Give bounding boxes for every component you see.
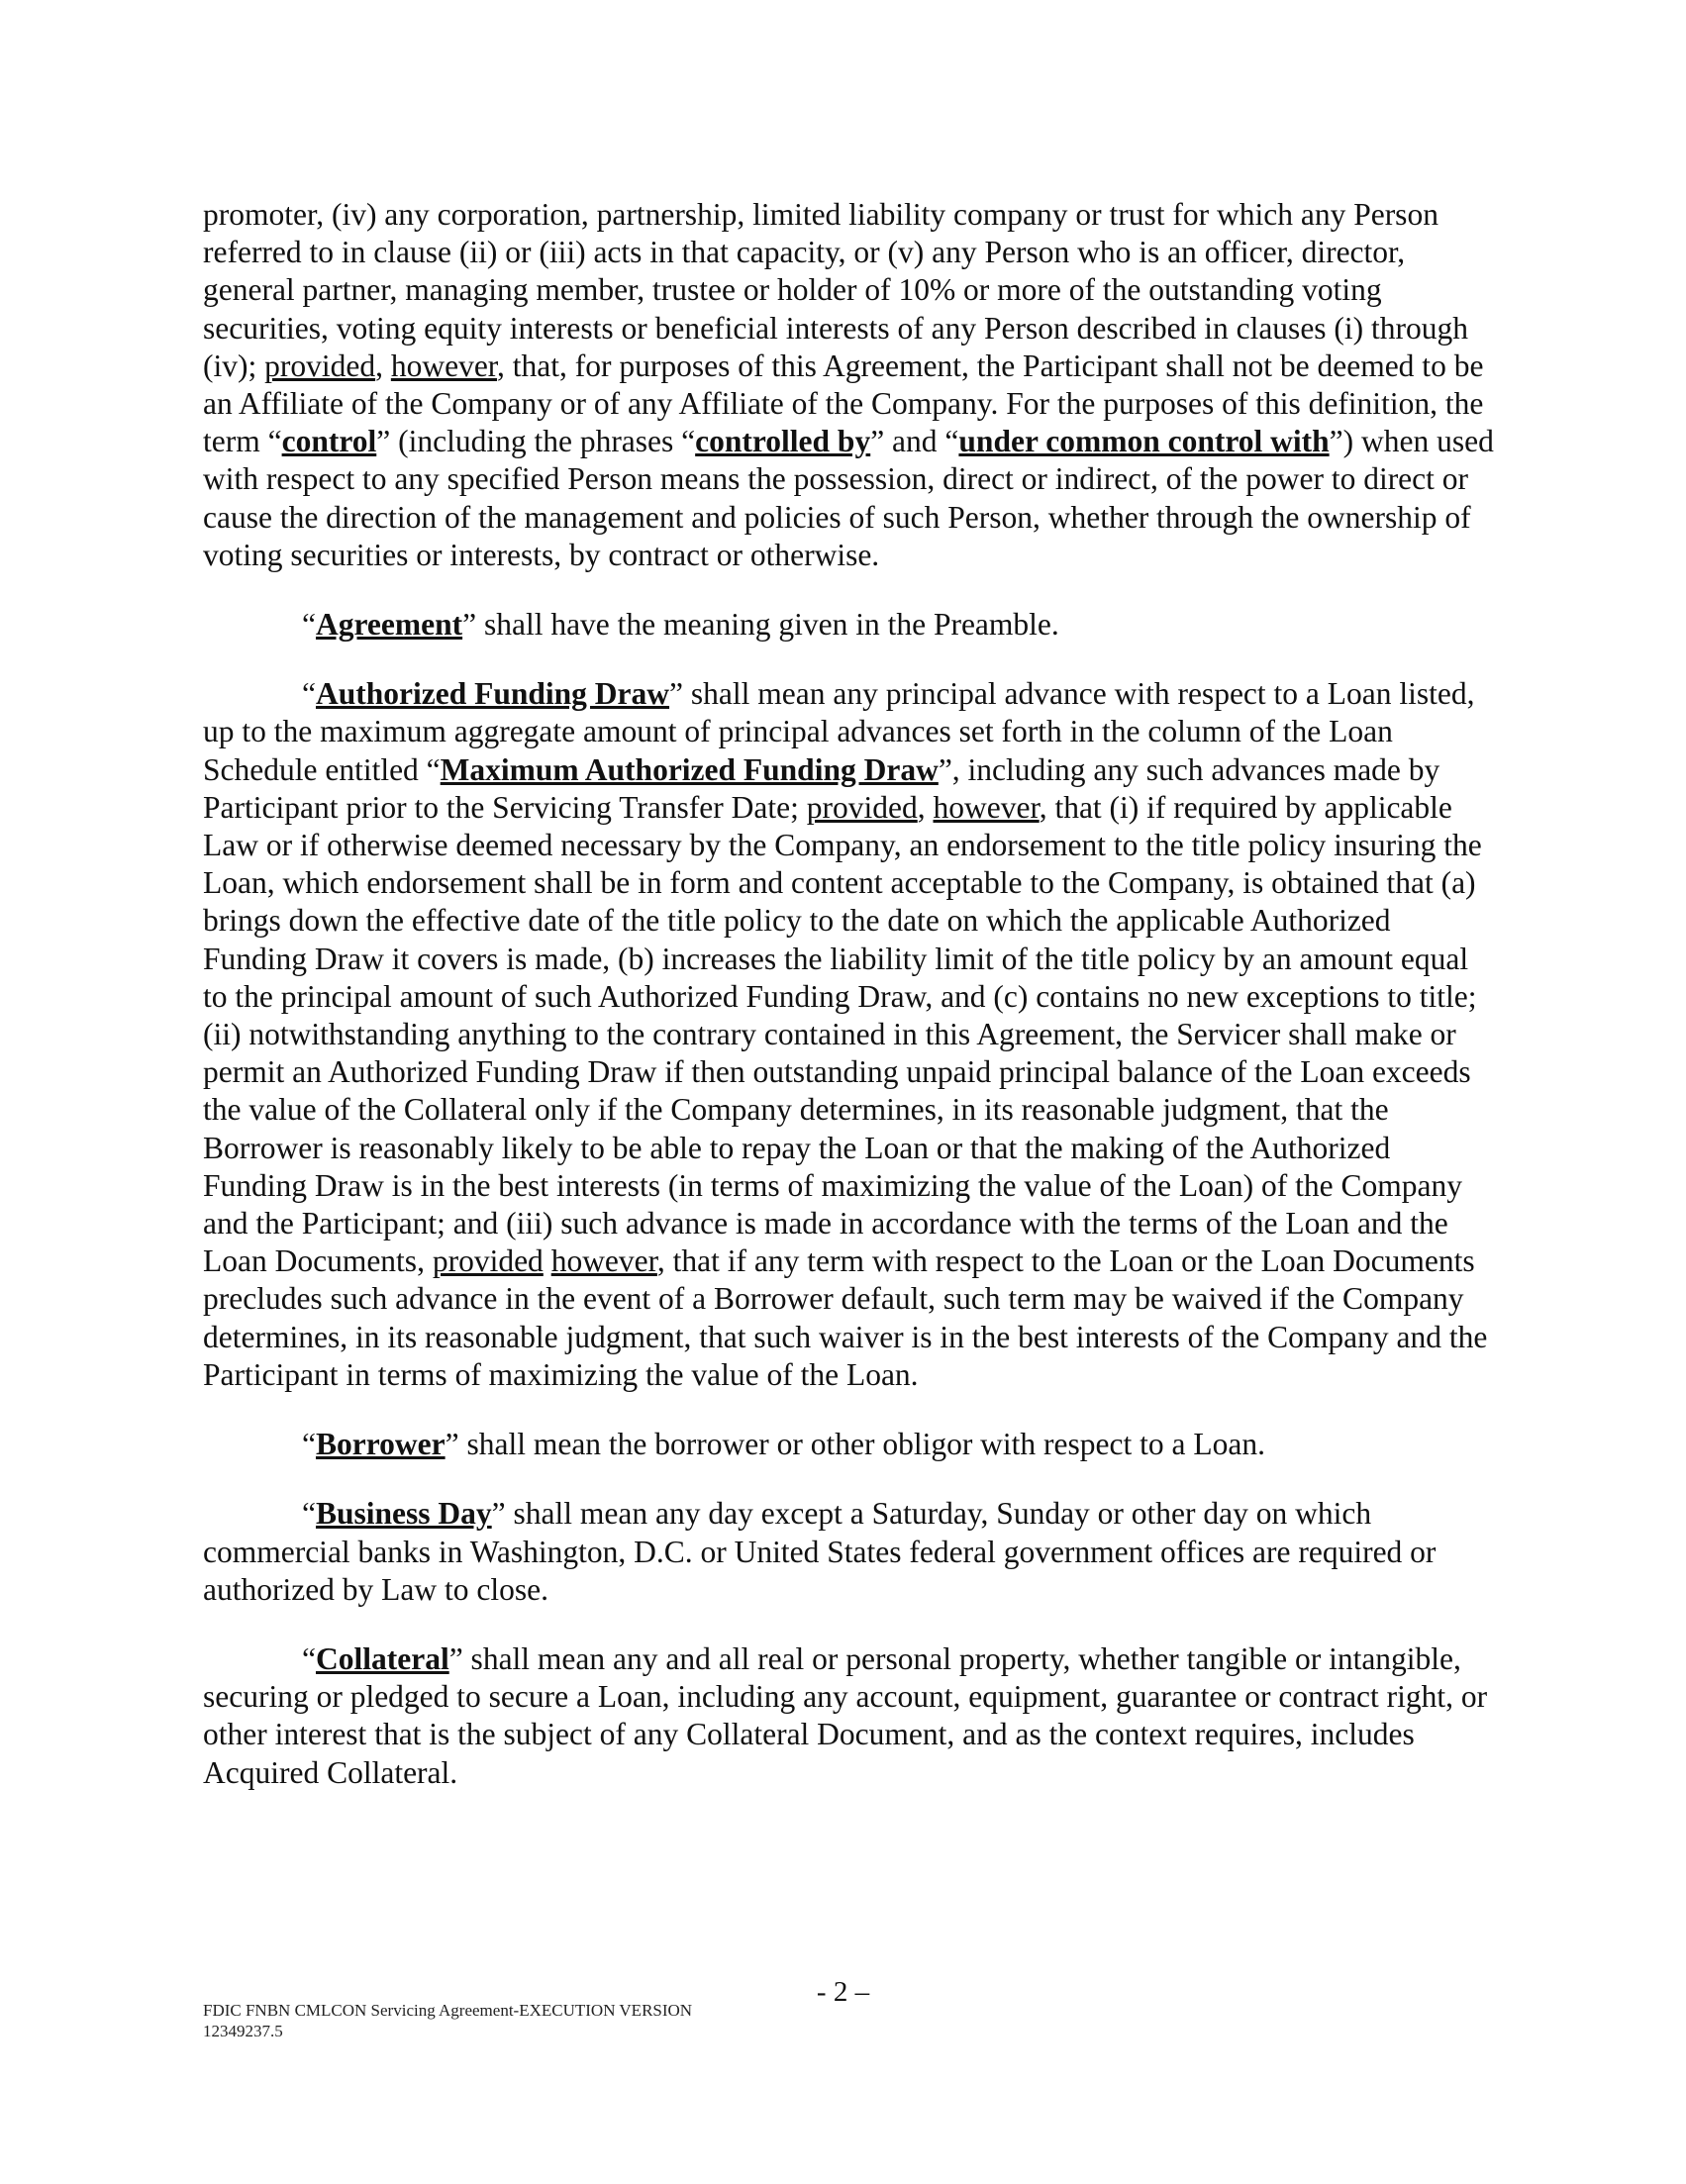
business-day-definition xyxy=(203,1495,1495,1609)
text-run: “ xyxy=(302,1427,316,1462)
text-run: ” (including the phrases “ xyxy=(376,424,696,459)
text-run: ” shall mean any and all real or personal property, whether tangible or intangible, securing or pledged to secure a Loan, including any account, equipment, guarantee or contract right, or other interest that is the subject of any Collateral Document, and as the context requires, includes Acquired Collateral. xyxy=(203,1640,1488,1790)
text-run: , that, for purposes of this Agreement, the Participant shall not be deemed to be an Affiliate of the Company or of any Affiliate of the Company. For the purposes of this definition, the term “ xyxy=(203,347,1484,459)
text-run: ” shall mean any day except a Saturday, Sunday or other day on which commercial banks in Washington, D.C. or United States federal government offices are required or authorized by Law to close. xyxy=(203,1496,1437,1607)
borrower-definition xyxy=(203,1426,1495,1463)
document-footer xyxy=(203,2000,692,2041)
defined-term-controlled-by: controlled by xyxy=(695,424,871,459)
text-run: , xyxy=(917,789,934,825)
text-run: ”, including any such advances made by Participant prior to the Servicing Transfer Date; xyxy=(203,751,1440,825)
text-run xyxy=(544,1243,551,1278)
underlined-provided: provided xyxy=(806,789,918,825)
defined-term-collateral: Collateral xyxy=(315,1640,449,1676)
underlined-however: however xyxy=(933,789,1040,825)
text-run: ” and “ xyxy=(870,424,959,459)
text-run: ” shall mean any principal advance with respect to a Loan listed, up to the maximum aggregate amount of principal advances set forth in the column of the Loan Schedule entitled “ xyxy=(203,676,1475,787)
text-run: “ xyxy=(302,676,316,712)
document-body xyxy=(203,196,1495,1824)
defined-term-agreement: Agreement xyxy=(315,607,463,643)
defined-term-control: control xyxy=(281,424,377,459)
underlined-provided: provided xyxy=(432,1243,544,1279)
authorized-funding-draw-definition xyxy=(203,675,1495,1394)
text-run: “ xyxy=(302,1640,316,1676)
text-run: , xyxy=(375,347,391,383)
defined-term-borrower: Borrower xyxy=(315,1427,446,1462)
text-run: ”) when used with respect to any specified Person means the possession, direct or indirect, of the power to direct or cause the direction of the management and policies of such Person, whether through the ownership of voting securities or interests, by contract or otherwise. xyxy=(203,424,1494,572)
defined-term-under-common-control-with: under common control with xyxy=(958,424,1330,459)
text-run: ” shall have the meaning given in the Preamble. xyxy=(462,607,1059,643)
underlined-provided: provided xyxy=(264,347,376,383)
underlined-however: however xyxy=(550,1243,657,1279)
text-run: promoter, (iv) any corporation, partnership, limited liability company or trust for which any Person referred to in clause (ii) or (iii) acts in that capacity, or (v) any Person who is an officer, director, general partner, managing member, trustee or holder of 10% or more of the outstanding voting securities, voting equity interests or beneficial interests of any Person described in clauses (i) through (iv); xyxy=(203,197,1469,383)
text-run: “ xyxy=(302,607,316,643)
footer-document-title: FDIC FNBN CMLCON Servicing Agreement-EXECUTION VERSION xyxy=(203,2001,693,2020)
defined-term-maximum-authorized-funding-draw: Maximum Authorized Funding Draw xyxy=(440,751,939,787)
defined-term-business-day: Business Day xyxy=(315,1496,492,1532)
text-run: ” shall mean the borrower or other obligor with respect to a Loan. xyxy=(445,1427,1265,1462)
text-run: , that (i) if required by applicable Law or if otherwise deemed necessary by the Company, an endorsement to the title policy insuring the Loan, which endorsement shall be in form and content acceptable to the Company, is obtained that (a) brings down the effective date of the title policy to the date on which the applicable Authorized Funding Draw it covers is made, (b) increases the liability limit of the title policy by an amount equal to the principal amount of such Authorized Funding Draw, and (c) contains no new exceptions to title; (ii) notwithstanding anything to the contrary contained in this Agreement, the Servicer shall make or permit an Authorized Funding Draw if then outstanding unpaid principal balance of the Loan exceeds the value of the Collateral only if the Company determines, in its reasonable judgment, that the Borrower is reasonably likely to be able to repay the Loan or that the making of the Authorized Funding Draw is in the best interests (in terms of maximizing the value of the Loan) of the Company and the Participant; and (iii) such advance is made in accordance with the terms of the Loan and the Loan Documents, xyxy=(203,789,1482,1279)
page-number: - 2 – xyxy=(816,1976,870,2008)
footer-document-id: 12349237.5 xyxy=(203,2022,283,2040)
underlined-however: however xyxy=(390,347,498,383)
agreement-definition xyxy=(203,606,1495,644)
text-run: , that if any term with respect to the Loan or the Loan Documents precludes such advance in the event of a Borrower default, such term may be waived if the Company determines, in its reasonable judgment, that such waiver is in the best interests of the Company and the Participant in terms of maximizing the value of the Loan. xyxy=(203,1243,1488,1392)
affiliate-definition-continuation xyxy=(203,196,1495,574)
defined-term-authorized-funding-draw: Authorized Funding Draw xyxy=(315,676,670,712)
collateral-definition xyxy=(203,1640,1495,1792)
text-run: “ xyxy=(302,1496,316,1532)
